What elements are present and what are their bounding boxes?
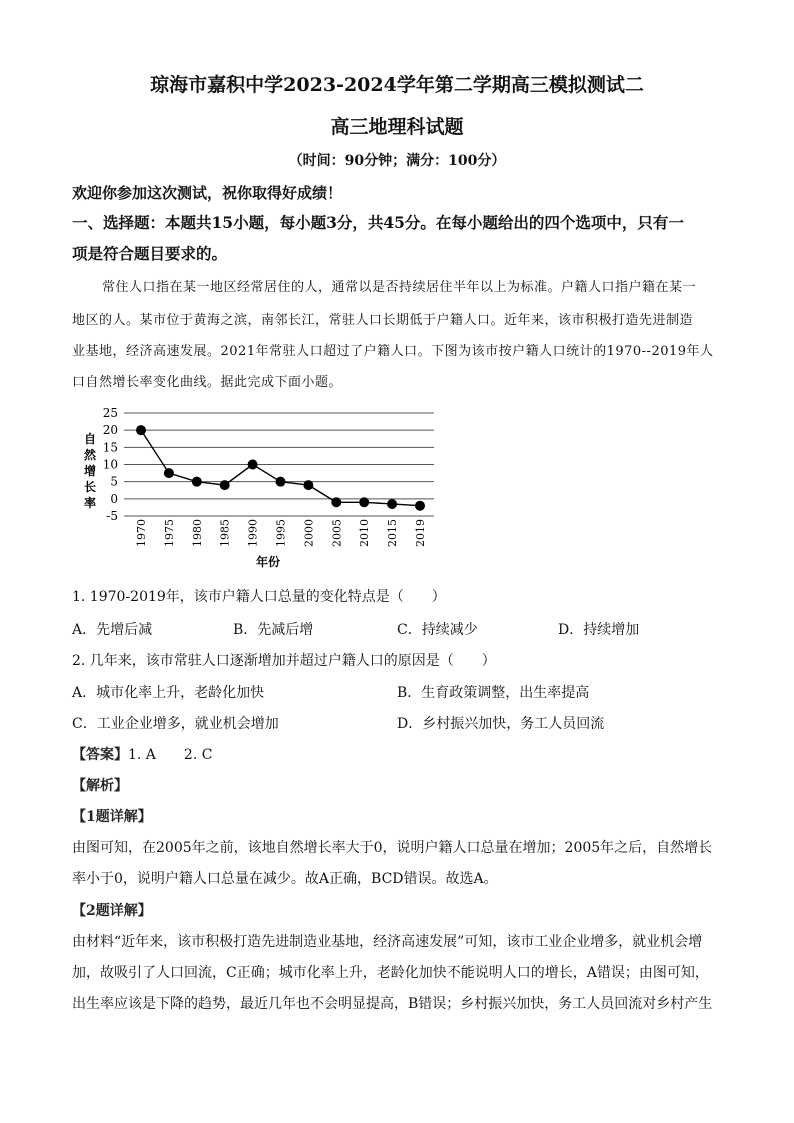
data-point [248, 460, 258, 470]
passage-line2: 地区的人。某市位于黄海之滨，南邻长江，常驻人口长期低于户籍人口。近年来，该市积极打造先进制造 [72, 313, 694, 328]
detail2-label: 【2题详解】 [72, 903, 152, 919]
x-axis-label: 年份 [255, 555, 281, 569]
x-tick-label: 1980 [190, 519, 204, 547]
y-tick-label: 25 [102, 406, 118, 420]
data-point [276, 477, 286, 487]
q2-stem: 2. 几年来，该市常驻人口逐渐增加并超过户籍人口的原因是（ ） [72, 653, 496, 669]
x-tick-labels [135, 519, 427, 547]
q2-option-d[interactable]: D．乡村振兴加快，务工人员回流 [397, 716, 605, 732]
q2-option-a[interactable]: A．城市化率上升，老龄化加快 [72, 685, 265, 701]
y-tick-label: 10 [102, 457, 118, 472]
detail1-line2: 率小于0，说明户籍人口总量在减少。故A正确，BCD错误。故选A。 [72, 871, 498, 887]
data-point [164, 468, 174, 478]
x-tick-label: 1985 [218, 519, 232, 547]
section-heading-line2: 项是符合题目要求的。 [72, 244, 228, 263]
time-note: （时间：90分钟；满分：100分） [288, 153, 506, 169]
data-point [387, 499, 397, 509]
data-point [220, 480, 230, 490]
q2-option-b[interactable]: B．生育政策调整，出生率提高 [397, 685, 590, 701]
detail2-line2: 加，故吸引了人口回流，C正确；城市化率上升，老龄化加快不能说明人口的增长，A错误；由图可知， [72, 965, 709, 981]
passage-line1: 常住人口指在某一地区经常居住的人，通常以是否持续居住半年以上为标准。户籍人口指户籍在某一 [102, 280, 697, 295]
data-point [136, 425, 146, 435]
exam-title: 琼海市嘉积中学2023-2024学年第二学期高三模拟测试二 [150, 74, 644, 96]
q1-option-d[interactable]: D．持续增加 [558, 622, 640, 638]
y-tick-label: -5 [106, 509, 118, 523]
q1-option-c[interactable]: C．持续减少 [397, 622, 478, 638]
detail2-line3: 出生率应该是下降的趋势，最近几年也不会明显提高，B错误；乡村振兴加快，务工人员回流对乡村产生 [72, 996, 713, 1012]
passage-line4: 口自然增长率变化曲线。据此完成下面小题。 [72, 375, 343, 390]
answer-block [72, 744, 212, 764]
y-tick-label: 20 [102, 423, 118, 438]
analysis-label: 【解析】 [72, 778, 128, 794]
chart-gridlines [124, 413, 434, 516]
detail1-line1: 由图可知，在2005年之前，该地自然增长率大于0，说明户籍人口总量在增加；2005年之后，自然增长 [72, 840, 713, 856]
data-point [415, 501, 425, 511]
q1-option-b[interactable]: B．先减后增 [233, 622, 314, 638]
x-tick-label: 2015 [386, 519, 400, 547]
welcome-text: 欢迎你参加这次测试，祝你取得好成绩！ [72, 184, 343, 202]
x-tick-label: 1995 [274, 519, 288, 547]
detail1-label: 【1题详解】 [72, 809, 152, 825]
exam-subtitle: 高三地理科试题 [330, 116, 464, 138]
y-tick-label: 15 [102, 440, 118, 455]
x-tick-label: 2019 [414, 519, 427, 547]
x-tick-label: 1975 [162, 519, 176, 547]
q1-stem: 1. 1970-2019年，该市户籍人口总量的变化特点是（ ） [72, 589, 446, 605]
passage-line3: 业基地，经济高速发展。2021年常驻人口超过了户籍人口。下图为该市按户籍人口统计的1970--2019年人 [72, 344, 714, 359]
section-heading-line1: 一、选择题：本题共15小题，每小题3分，共45分。在每小题给出的四个选项中，只有一 [72, 213, 684, 232]
x-tick-label: 2000 [302, 519, 316, 547]
answer-label: 【答案】 [72, 747, 128, 763]
x-tick-label: 2010 [358, 519, 372, 547]
detail2-line1: 由材料“近年来，该市积极打造先进制造业基地，经济高速发展”可知，该市工业企业增多，就业机会增 [72, 934, 703, 950]
q2-option-c[interactable]: C．工业企业增多，就业机会增加 [72, 716, 279, 732]
y-tick-labels [103, 406, 118, 523]
q1-option-a[interactable]: A．先增后减 [72, 622, 153, 638]
y-tick-label: 5 [110, 474, 118, 489]
data-point [359, 497, 369, 507]
x-tick-label: 2005 [330, 519, 344, 547]
data-point [331, 497, 341, 507]
answer-values: 1. A 2. C [128, 747, 213, 763]
y-tick-label: 0 [110, 491, 118, 506]
population-growth-chart [70, 400, 450, 575]
series-points [136, 425, 425, 511]
x-tick-label: 1990 [246, 519, 260, 547]
x-tick-label: 1970 [135, 519, 148, 547]
y-axis-label: 自然增长率 [84, 432, 97, 510]
data-point [303, 480, 313, 490]
data-point [192, 477, 202, 487]
series-line [141, 430, 420, 506]
